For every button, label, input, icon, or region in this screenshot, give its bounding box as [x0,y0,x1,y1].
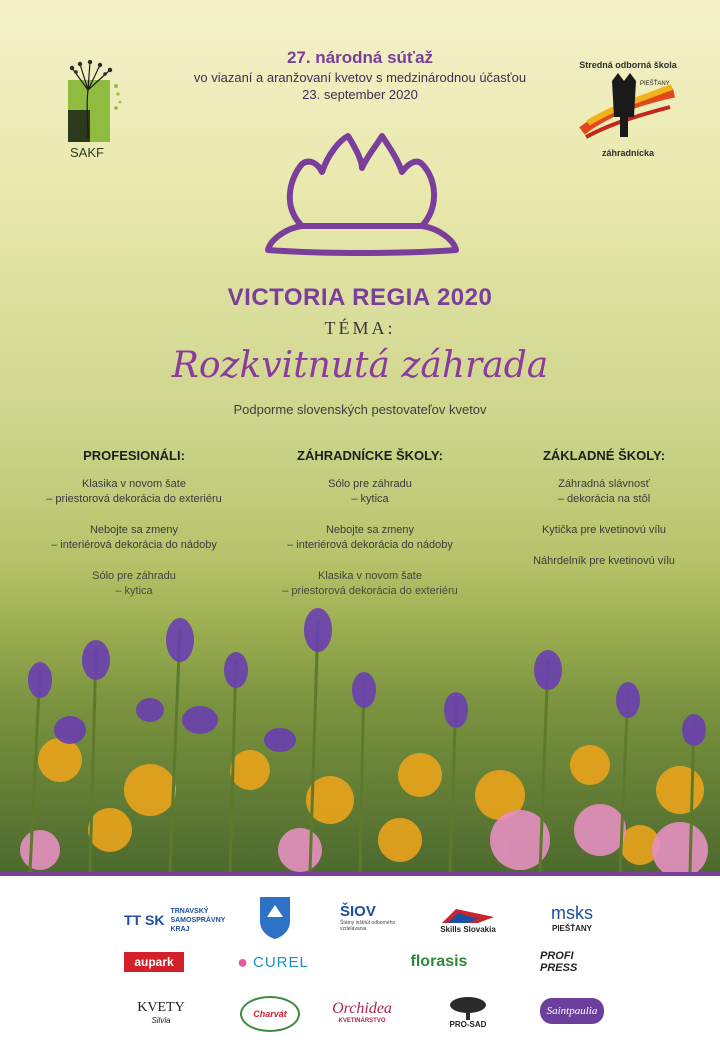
category-item: Kytička pre kvetinovú vílu [541,524,667,536]
sponsor-siov: ŠIOV Štátny inštitút odborného vzdelávania [340,902,396,932]
category-item: Záhradná slávnosť – dekorácia na stôl [557,478,651,505]
theme-label: TÉMA: [324,318,396,338]
sakf-logo-text: SAKF [70,145,104,160]
sponsor-kvety-silvia: KVETY Silvia [137,999,185,1025]
school-logo [578,60,678,170]
school-type: záhradnícka [601,148,655,158]
sponsors-strip [0,876,720,1055]
sponsor-msks: msks PIEŠŤANY [551,903,593,933]
sponsor-aupark: aupark [124,952,184,972]
category-heading: ZÁHRADNÍCKE ŠKOLY: [297,448,443,463]
competition-number: 27. národná súťaž [286,48,434,67]
event-title: VICTORIA REGIA 2020 [227,284,493,311]
sponsor-profi-press: PROFI PRESS [540,950,578,974]
sponsor-saintpaulia: Saintpaulia [540,998,604,1024]
competition-subtitle: vo viazaní a aranžovaní kvetov s medzinárodnou účasťou [193,70,527,85]
sponsor-charvat: Charvát [240,996,300,1032]
competition-date: 23. september 2020 [302,87,418,102]
crest-icon [258,895,292,939]
tree-icon [448,996,488,1020]
school-city: PIEŠŤANY [640,81,670,87]
lotus-icon [262,128,462,268]
sponsor-curel: ● CUREL [237,951,309,972]
category-item: Klasika v novom šate – priestorová dekorácia do exteriéru [46,478,222,505]
skills-flag-icon [438,907,498,925]
category-item: Sólo pre záhradu – kytica [328,478,412,505]
school-emblem [578,71,678,143]
support-slogan: Podporme slovenských pestovateľov kvetov [233,402,487,417]
school-name: Stredná odborná škola [579,60,677,70]
sponsor-skills-slovakia: Skills Slovakia [432,900,504,940]
theme-title: Rozkvitnutá záhrada [171,345,549,386]
category-item: Nebojte sa zmeny – interiérová dekorácia do nádoby [287,524,453,551]
sponsor-florasis: florasis [410,953,468,970]
category-heading: ZÁKLADNÉ ŠKOLY: [542,448,666,463]
sponsor-crest [256,894,294,940]
flower-field-image [0,560,720,872]
category-heading: PROFESIONÁLI: [83,448,185,463]
sponsor-ttsk: TT SK TRNAVSKÝ SAMOSPRÁVNY KRAJ [124,907,226,933]
sponsor-pro-sad: PRO-SAD [438,992,498,1032]
sponsor-orchidea: Orchidea KVETINÁRSTVO [332,1000,392,1024]
category-item: Nebojte sa zmeny – interiérová dekorácia do nádoby [51,524,217,551]
